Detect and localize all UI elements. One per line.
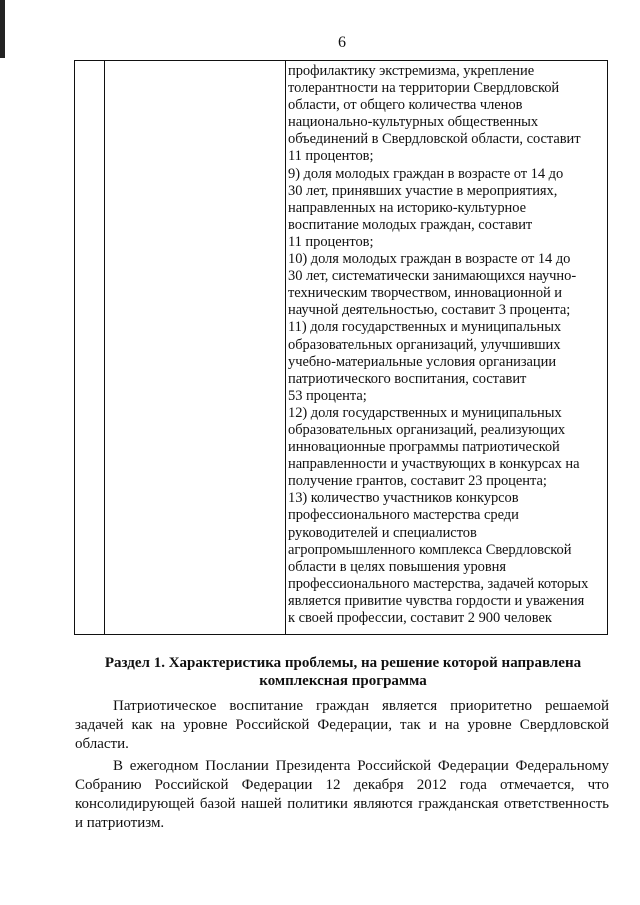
table-cell-line: к своей профессии, составит 2 900 человек: [288, 610, 552, 626]
paragraph-2: [75, 757, 609, 833]
table-cell-line: научной деятельностью, составит 3 процента;: [288, 302, 571, 319]
paragraph-1: [75, 697, 609, 754]
table-cell-line: направленных на историко-культурное: [288, 199, 526, 216]
table-cell-line: 30 лет, систематически занимающихся научно-: [288, 268, 577, 285]
table-cell-line: воспитание молодых граждан, составит: [288, 216, 533, 233]
table-cell-line: области, от общего количества членов: [288, 97, 523, 114]
table-cell-line: учебно-материальные условия организации: [288, 353, 557, 370]
table-cell-line: образовательных организаций, реализующих: [288, 421, 566, 438]
table-cell-line: 10) доля молодых граждан в возрасте от 14 до: [288, 251, 571, 268]
table-cell-line: 11 процентов;: [288, 233, 374, 250]
table-cell-line: 30 лет, принявших участие в мероприятиях,: [288, 182, 558, 199]
table-cell-line: 53 процента;: [288, 387, 367, 404]
table-cell-line: агропромышленного комплекса Свердловской: [288, 541, 572, 558]
page-number: 6: [338, 34, 346, 51]
program-indicators-table: [74, 60, 608, 635]
table-cell-line: профессионального мастерства среди: [288, 507, 519, 524]
table-cell-line: направленности и участвующих в конкурсах на: [288, 456, 580, 473]
table-cell-line: техническим творчеством, инновационной и: [288, 285, 563, 302]
table-cell-line: толерантности на территории Свердловской: [288, 80, 560, 97]
table-cell-line: 13) количество участников конкурсов: [288, 490, 519, 507]
table-cell-line: руководителей и специалистов: [288, 524, 477, 541]
paragraph-line: и патриотизм.: [75, 815, 165, 831]
table-cell-line: образовательных организаций, улучшивших: [288, 336, 561, 353]
section-heading: [76, 654, 610, 690]
table-column-title: [105, 61, 286, 634]
table-column-number: [75, 61, 105, 634]
table-cell-line: области в целях повышения уровня: [288, 558, 506, 575]
table-cell-line: 12) доля государственных и муниципальных: [288, 404, 562, 421]
table-cell-line: национально-культурных общественных: [288, 114, 539, 131]
table-cell-indicators: [288, 63, 606, 627]
table-cell-line: 11) доля государственных и муниципальных: [288, 319, 562, 336]
table-cell-line: получение грантов, составит 23 процента;: [288, 473, 547, 490]
table-cell-line: профилактику экстремизма, укрепление: [288, 63, 535, 79]
table-cell-line: патриотического воспитания, составит: [288, 370, 527, 387]
table-cell-line: 9) доля молодых граждан в возрасте от 14 до: [288, 165, 564, 182]
table-cell-line: 11 процентов;: [288, 148, 374, 165]
table-cell-line: объединений в Свердловской области, составит: [288, 131, 581, 148]
paragraph-line: Собранию Российской Федерации 12 декабря 2012 года отмечается, что: [75, 777, 609, 793]
table-cell-line: является привитие чувства гордости и уважения: [288, 592, 585, 609]
table-cell-line: профессионального мастерства, задачей которых: [288, 575, 589, 592]
paragraph-line: задачей как на уровне Российской Федерации, так и на уровне Свердловской: [75, 717, 609, 733]
section-heading-line: комплексная программа: [259, 673, 427, 689]
section-heading-line: Раздел 1. Характеристика проблемы, на решение которой направлена: [104, 655, 582, 671]
paragraph-line: В ежегодном Послании Президента Российской Федерации Федеральному: [113, 758, 609, 774]
paragraph-line: Патриотическое воспитание граждан является приоритетно решаемой: [113, 698, 609, 714]
paragraph-line: консолидирующей базой нашей политики являются гражданская ответственность: [75, 796, 609, 812]
paragraph-line: области.: [75, 736, 129, 752]
table-cell-line: инновационные программы патриотической: [288, 439, 560, 456]
